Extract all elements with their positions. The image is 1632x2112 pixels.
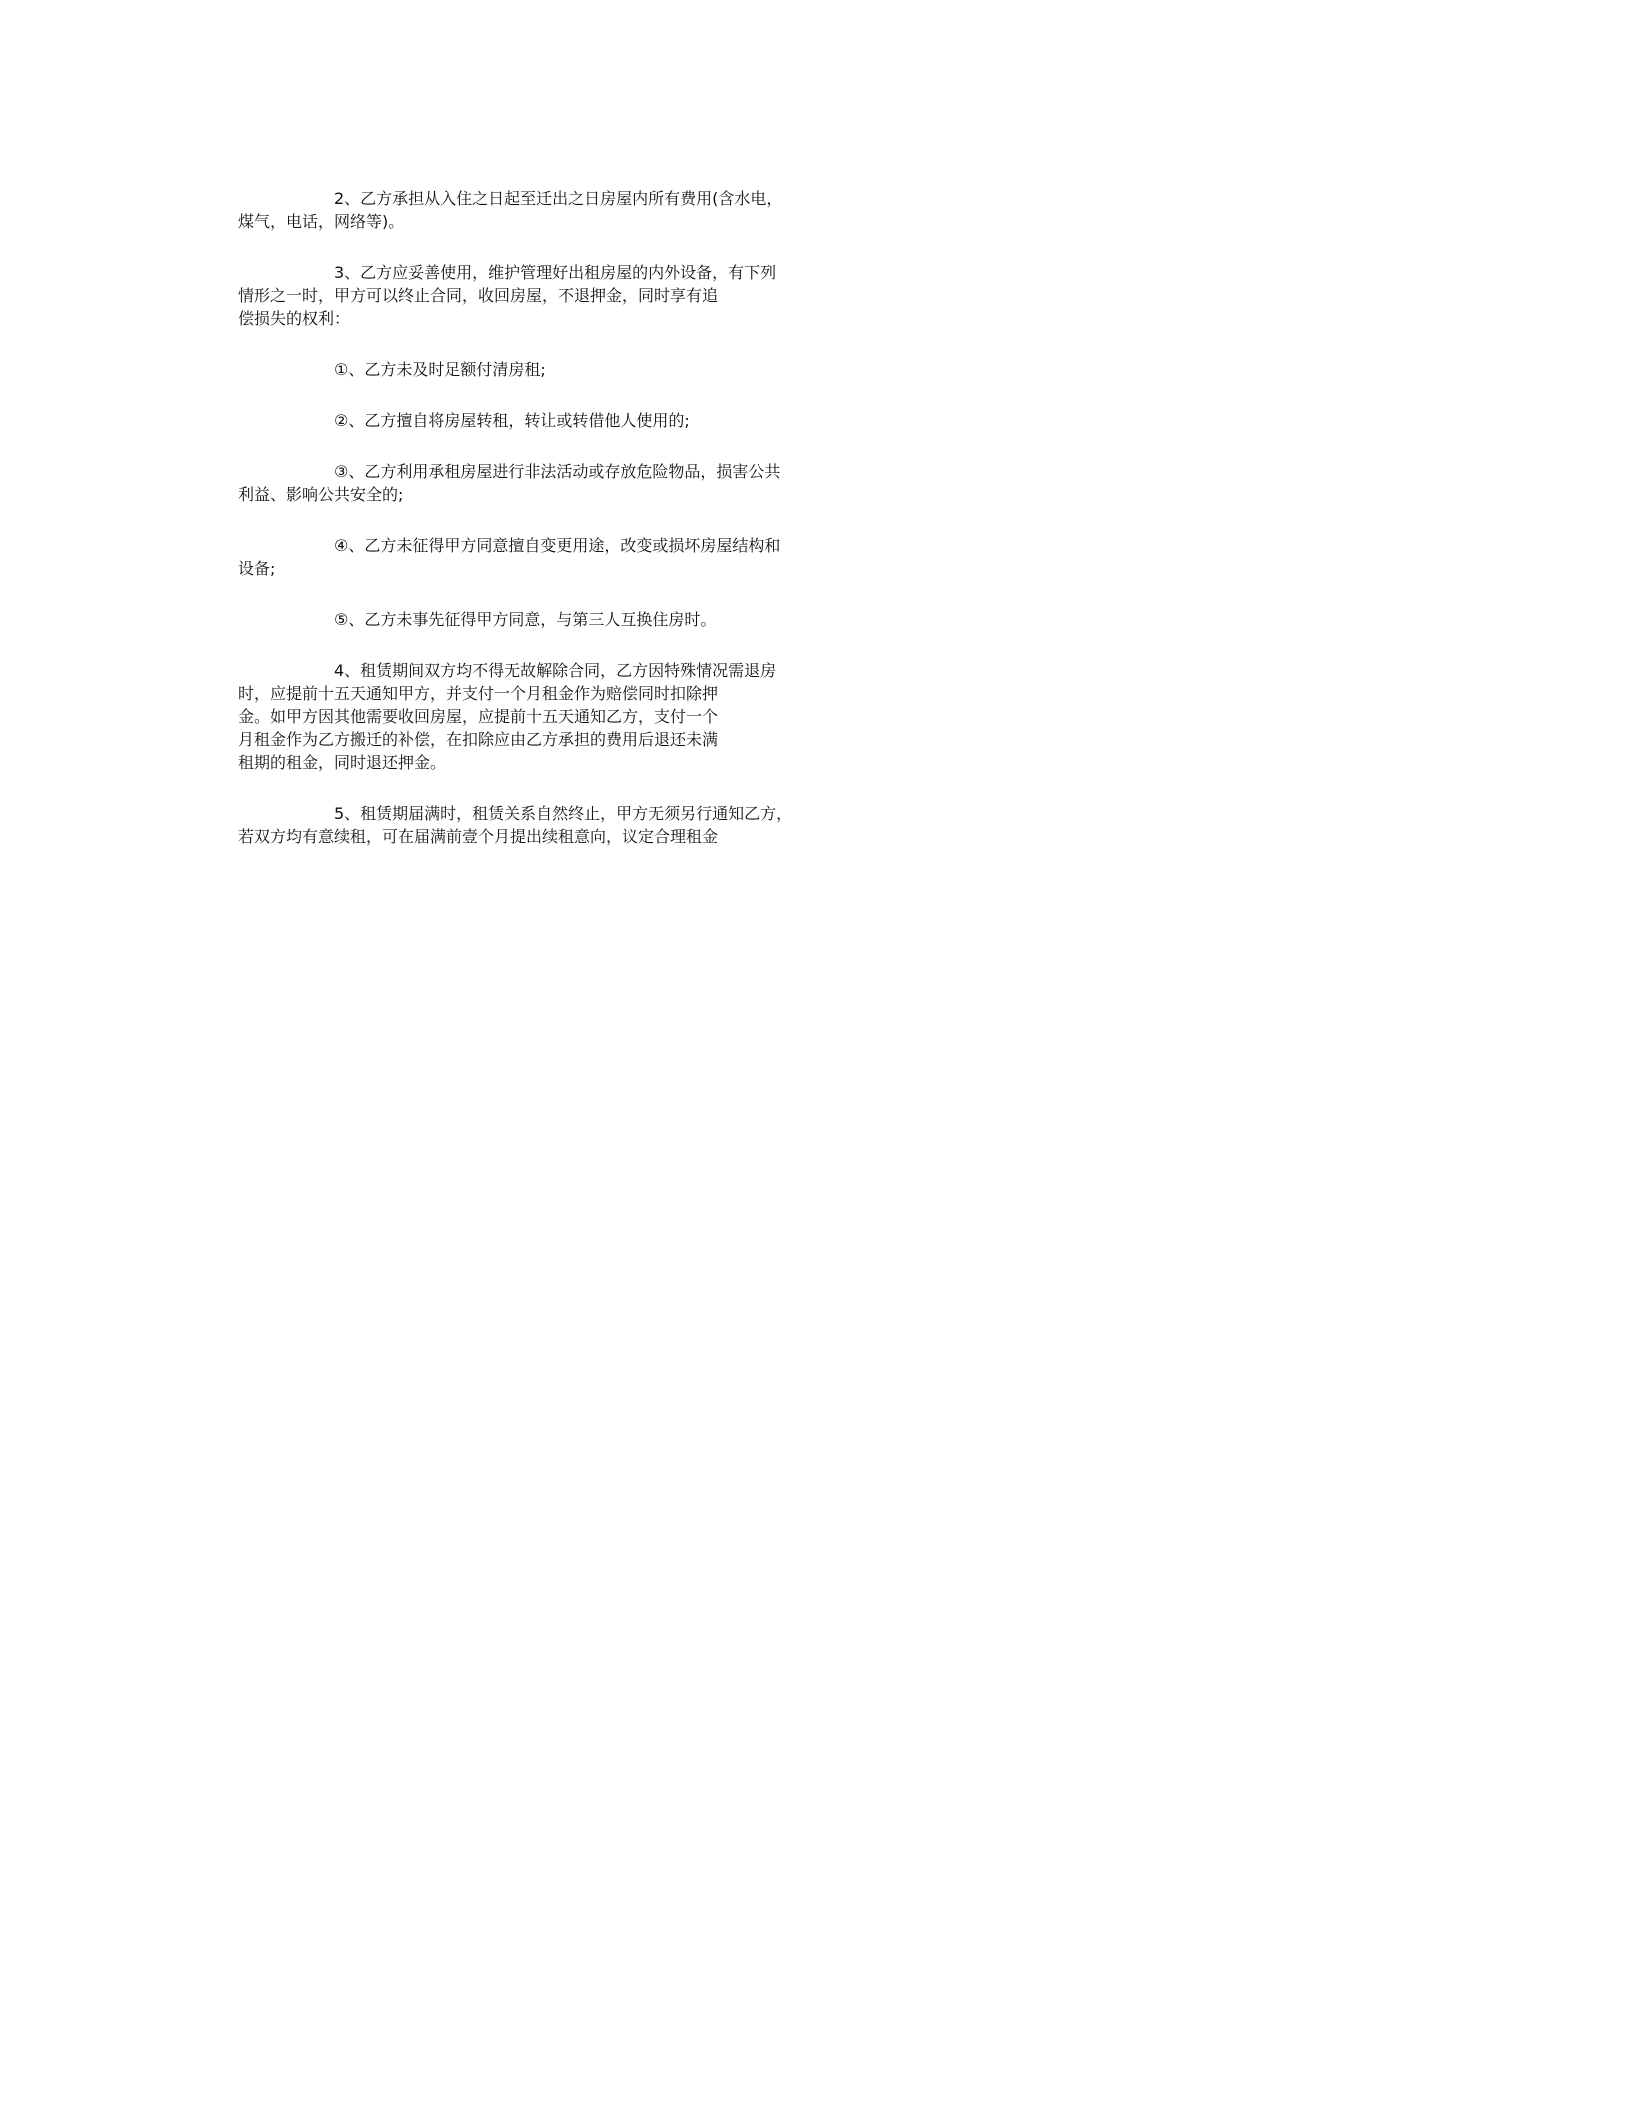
- text-line: 利益、影响公共安全的;: [238, 485, 404, 504]
- text-line: ②、乙方擅自将房屋转租，转让或转借他人使用的;: [334, 411, 690, 430]
- item-1-paragraph: [238, 357, 1388, 380]
- text-line: 3、乙方应妥善使用，维护管理好出租房屋的内外设备，有下列: [334, 263, 777, 282]
- text-line: 煤气，电话，网络等)。: [238, 212, 405, 231]
- text-line: 租期的租金，同时退还押金。: [238, 753, 447, 772]
- text-line: 若双方均有意续租，可在届满前壹个月提出续租意向，议定合理租金: [238, 827, 719, 846]
- text-line: 金。如甲方因其他需要收回房屋，应提前十五天通知乙方，支付一个: [238, 707, 719, 726]
- clause-4-paragraph: [238, 658, 1388, 773]
- item-2-paragraph: [238, 408, 1388, 431]
- text-line: 时，应提前十五天通知甲方，并支付一个月租金作为赔偿同时扣除押: [238, 684, 719, 703]
- item-4-paragraph: [238, 533, 1388, 579]
- text-line: ①、乙方未及时足额付清房租;: [334, 360, 546, 379]
- text-line: 设备;: [238, 559, 276, 578]
- clause-5-paragraph: [238, 801, 1388, 847]
- item-3-paragraph: [238, 459, 1388, 505]
- text-line: ⑤、乙方未事先征得甲方同意，与第三人互换住房时。: [334, 610, 717, 629]
- text-line: 5、租赁期届满时，租赁关系自然终止，甲方无须另行通知乙方，: [334, 804, 793, 823]
- text-line: 偿损失的权利：: [238, 309, 351, 328]
- item-5-paragraph: [238, 607, 1388, 630]
- text-line: 4、租赁期间双方均不得无故解除合同，乙方因特殊情况需退房: [334, 661, 777, 680]
- text-line: ③、乙方利用承租房屋进行非法活动或存放危险物品，损害公共: [334, 462, 781, 481]
- clause-2-paragraph: [238, 186, 1388, 232]
- text-line: 2、乙方承担从入住之日起至迁出之日房屋内所有费用(含水电，: [334, 189, 783, 208]
- clause-3-paragraph: [238, 260, 1388, 329]
- text-line: 情形之一时，甲方可以终止合同，收回房屋，不退押金，同时享有追: [238, 286, 719, 305]
- document-body: [238, 186, 1388, 875]
- text-line: 月租金作为乙方搬迁的补偿，在扣除应由乙方承担的费用后退还未满: [238, 730, 719, 749]
- text-line: ④、乙方未征得甲方同意擅自变更用途，改变或损坏房屋结构和: [334, 536, 781, 555]
